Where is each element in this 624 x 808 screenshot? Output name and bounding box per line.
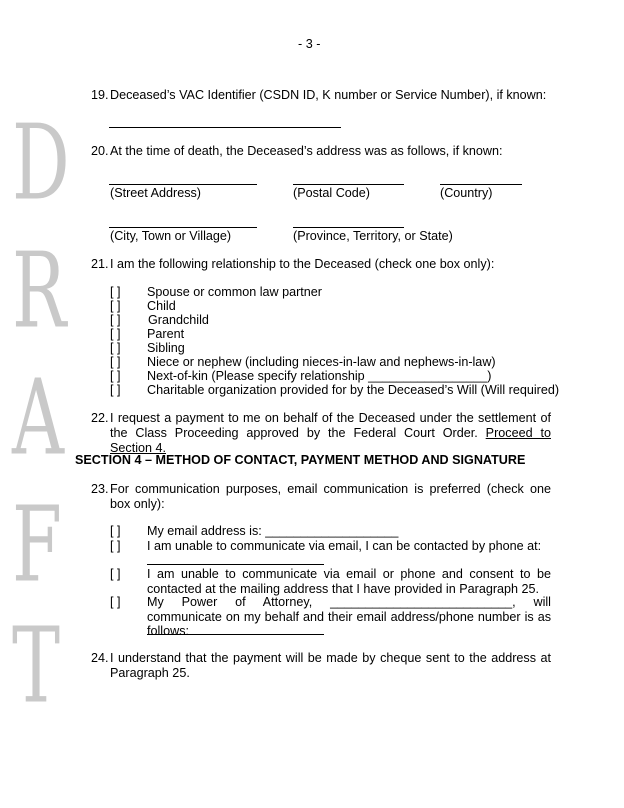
watermark-letter: F (12, 483, 62, 606)
relationship-checkbox[interactable]: [ ] (110, 285, 121, 299)
question-24-text: I understand that the payment will be made by cheque sent to the address at Paragraph 25. (110, 651, 551, 680)
phone-number-field[interactable] (147, 564, 324, 565)
question-20-text: At the time of death, the Deceased’s address was as follows, if known: (110, 144, 503, 158)
attorney-contact-field[interactable] (147, 634, 324, 635)
relationship-checkbox[interactable]: [ ] (110, 327, 121, 341)
contact-checkbox[interactable]: [ ] (110, 524, 121, 538)
relationship-checkbox[interactable]: [ ] (110, 369, 121, 383)
province-field[interactable] (293, 227, 404, 228)
watermark-letter: T (12, 604, 61, 727)
question-number: 19. (91, 88, 109, 102)
watermark-letter: A (12, 356, 64, 479)
relationship-option: Grandchild (148, 313, 209, 327)
postal-code-label: (Postal Code) (293, 186, 370, 200)
relationship-option: Parent (147, 327, 185, 341)
relationship-option: Child (147, 299, 176, 313)
relationship-checkbox[interactable]: [ ] (110, 341, 121, 355)
relationship-checkbox[interactable]: [ ] (110, 383, 121, 397)
question-number: 21. (91, 257, 109, 271)
watermark-letter: R (12, 229, 67, 352)
postal-code-field[interactable] (293, 184, 404, 185)
section-4-heading: SECTION 4 – METHOD OF CONTACT, PAYMENT METHOD AND SIGNATURE (75, 453, 526, 467)
province-label: (Province, Territory, or State) (293, 229, 453, 243)
mail-option: I am unable to communicate via email or phone and consent to be contacted at the mailing address that I have provided in Paragraph 25. (147, 567, 551, 596)
relationship-checkbox[interactable]: [ ] (110, 355, 121, 369)
vac-identifier-field[interactable] (109, 127, 341, 128)
street-address-field[interactable] (109, 184, 257, 185)
watermark-letter: D (12, 101, 70, 224)
page-number: - 3 - (298, 37, 321, 51)
question-number: 24. (91, 651, 109, 665)
question-21-text: I am the following relationship to the Deceased (check one box only): (110, 257, 495, 271)
street-address-label: (Street Address) (110, 186, 201, 200)
relationship-option: Charitable organization provided for by the Deceased’s Will (Will required) (147, 383, 560, 397)
question-19-text: Deceased’s VAC Identifier (CSDN ID, K number or Service Number), if known: (110, 88, 547, 102)
country-label: (Country) (440, 186, 493, 200)
question-number: 22. (91, 411, 109, 425)
country-field[interactable] (440, 184, 522, 185)
question-22-text (110, 411, 551, 456)
relationship-checkbox[interactable]: [ ] (110, 313, 121, 327)
proceed-link[interactable]: Proceed to Section 4. (110, 426, 551, 455)
contact-checkbox[interactable]: [ ] (110, 567, 121, 581)
power-of-attorney-option: My Power of Attorney, __________________________, will communicate on my behalf and their email address/phone number is as follows: (147, 595, 551, 638)
question-23-text: For communication purposes, email communication is preferred (check one box only): (110, 482, 551, 511)
relationship-option: Spouse or common law partner (147, 285, 322, 299)
city-label: (City, Town or Village) (110, 229, 232, 243)
phone-option: I am unable to communicate via email, I can be contacted by phone at: (147, 539, 542, 553)
contact-checkbox[interactable]: [ ] (110, 539, 121, 553)
city-field[interactable] (109, 227, 257, 228)
question-22-body: I request a payment to me on behalf of the Deceased under the settlement of the Class Proceeding approved by the Federal Court Order. (110, 411, 551, 440)
question-number: 23. (91, 482, 109, 496)
relationship-option: Niece or nephew (including nieces-in-law and nephews-in-law) (147, 355, 496, 369)
email-option: My email address is: ___________________ (147, 524, 399, 538)
relationship-checkbox[interactable]: [ ] (110, 299, 121, 313)
relationship-option: Next-of-kin (Please specify relationship _________________) (147, 369, 492, 383)
relationship-option: Sibling (147, 341, 185, 355)
contact-checkbox[interactable]: [ ] (110, 595, 121, 609)
question-number: 20. (91, 144, 109, 158)
